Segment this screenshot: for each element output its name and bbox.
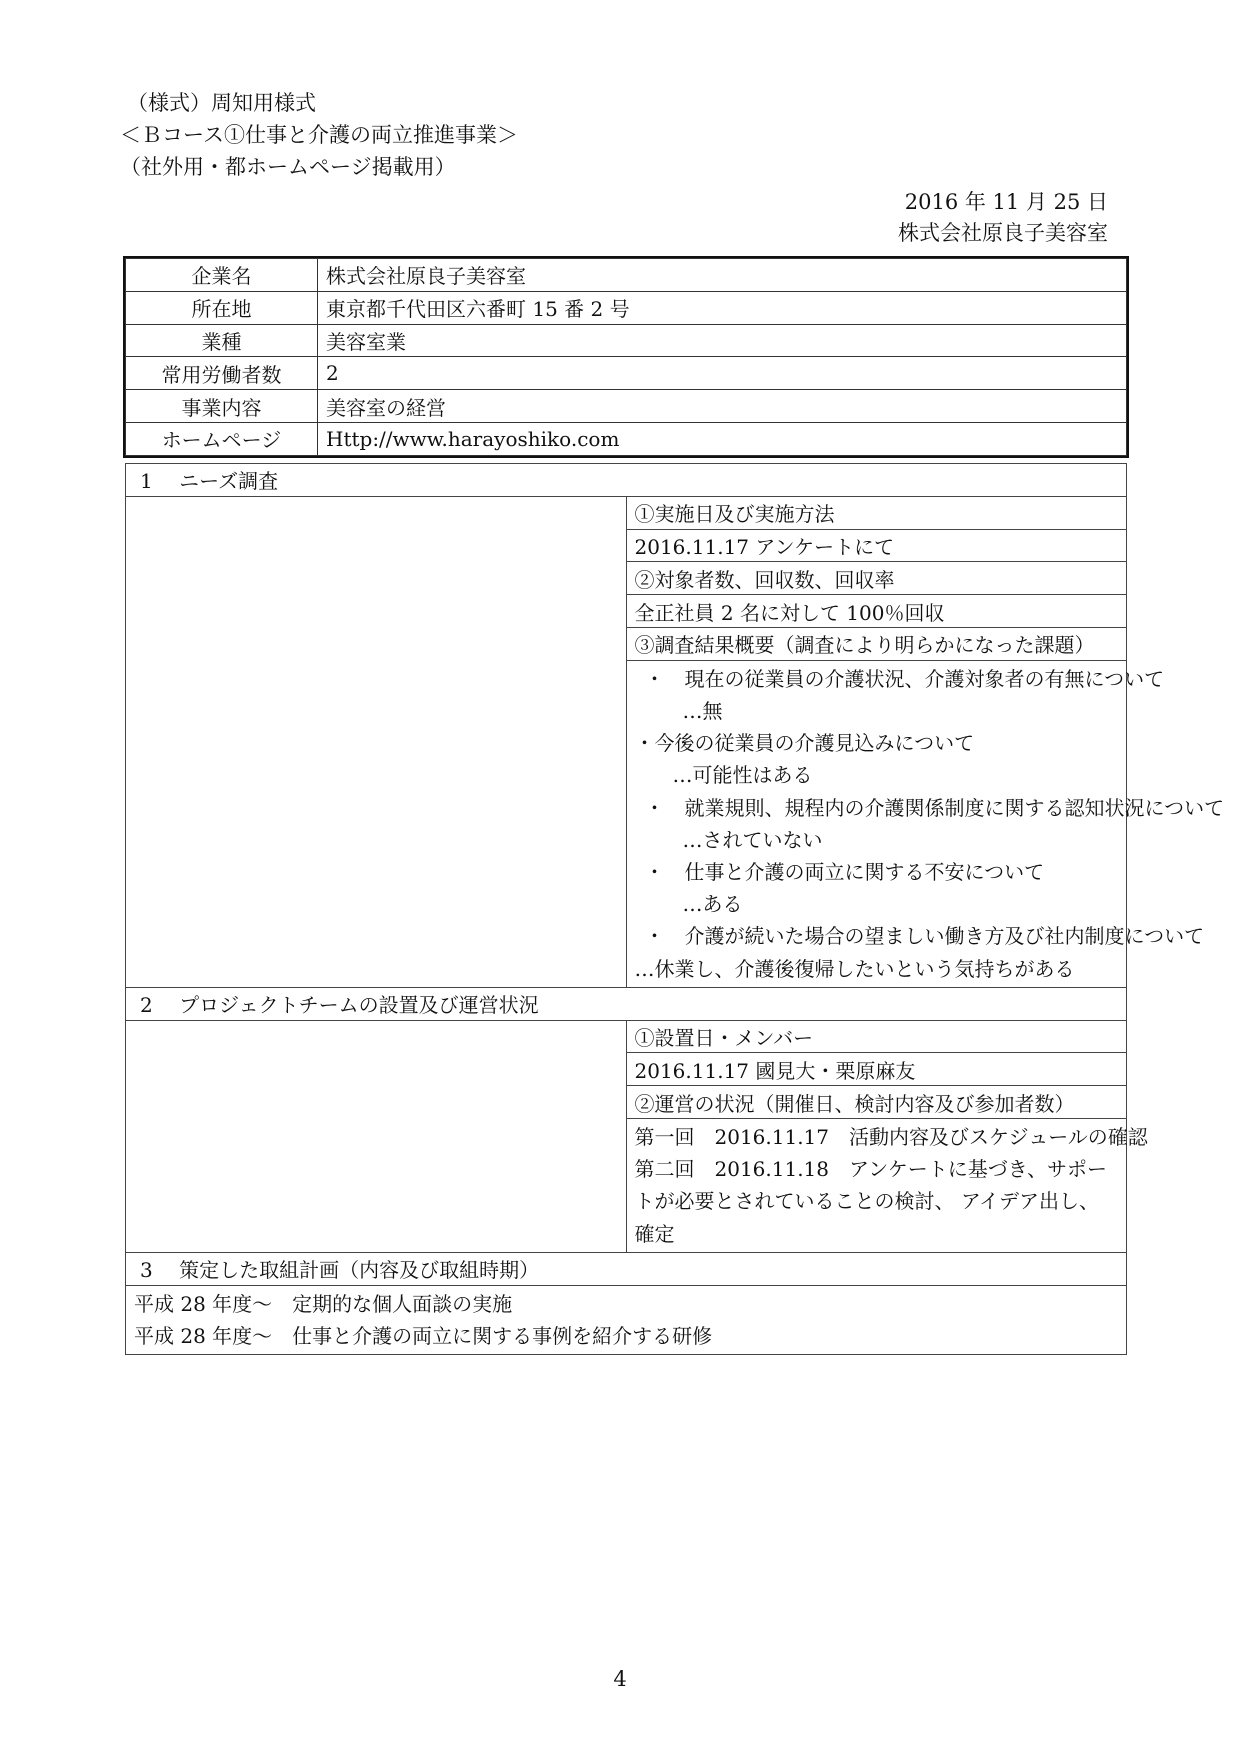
document-date: 2016 年 11 月 25 日 — [904, 190, 1108, 214]
section1-row: ①実施日及び実施方法 — [626, 496, 1127, 529]
company-value: 2 — [318, 357, 1127, 390]
finding-line: …無 — [682, 698, 723, 723]
company-value: 美容室業 — [318, 324, 1127, 357]
company-row — [126, 259, 1127, 292]
finding-line: ・今後の従業員の介護見込みについて — [634, 731, 975, 756]
section1-row: 全正社員 2 名に対して 100％回収 — [626, 595, 1127, 628]
plan-line: 平成 28 年度～ 仕事と介護の両立に関する事例を紹介する研修 — [134, 1323, 713, 1348]
finding-line: ・ 仕事と介護の両立に関する不安について — [644, 860, 1045, 884]
section2-row: 2016.11.17 國見大・栗原麻友 — [626, 1053, 1127, 1086]
company-value: 東京都千代田区六番町 15 番 2 号 — [318, 291, 1127, 324]
section1-indent — [126, 496, 627, 987]
section1-row: ③調査結果概要（調査により明らかになった課題） — [626, 627, 1127, 660]
report-table — [125, 463, 1225, 1355]
meeting-line: 第一回 2016.11.17 活動内容及びスケジュールの確認 — [634, 1125, 1148, 1149]
section2-title: 2 プロジェクトチームの設置及び運営状況 — [126, 987, 1127, 1020]
section3-title: 3 策定した取組計画（内容及び取組時期） — [126, 1252, 1127, 1285]
section2-row: ②運営の状況（開催日、検討内容及び参加者数） — [626, 1086, 1127, 1119]
company-value: 美容室の経営 — [318, 390, 1127, 423]
meeting-list — [626, 1119, 1148, 1253]
section-header — [126, 464, 1127, 497]
section1-row: ②対象者数、回収数、回収率 — [626, 562, 1127, 595]
company-key: 事業内容 — [126, 390, 318, 423]
company-row — [126, 324, 1127, 357]
company-row — [126, 291, 1127, 324]
section-header — [126, 987, 1127, 1020]
section2-row: ①設置日・メンバー — [626, 1020, 1127, 1053]
page-number: 4 — [613, 1667, 627, 1691]
plan-line: 平成 28 年度～ 定期的な個人面談の実施 — [134, 1291, 513, 1316]
course-title: ＜Ｂコース①仕事と介護の両立推進事業＞ — [120, 123, 518, 147]
finding-line: …可能性はある — [672, 763, 813, 788]
company-info-table — [125, 258, 1127, 456]
company-row — [126, 390, 1127, 423]
company-value: 株式会社原良子美容室 — [318, 259, 1127, 292]
finding-line: ・ 介護が続いた場合の望ましい働き方及び社内制度について — [644, 924, 1205, 949]
section2-indent — [126, 1020, 627, 1252]
form-label: （様式）周知用様式 — [127, 91, 316, 115]
section-header — [126, 1252, 1127, 1285]
usage-note: （社外用・都ホームページ掲載用） — [120, 155, 456, 179]
finding-line: …ある — [682, 892, 743, 917]
finding-line: ・ 現在の従業員の介護状況、介護対象者の有無について — [644, 666, 1165, 691]
issuer-name: 株式会社原良子美容室 — [898, 221, 1108, 245]
company-value: Http://www.harayoshiko.com — [318, 422, 1127, 455]
company-row — [126, 357, 1127, 390]
company-key: 企業名 — [126, 259, 318, 292]
section1-row: 2016.11.17 アンケートにて — [626, 529, 1127, 562]
survey-findings — [626, 660, 1225, 987]
meeting-line: 第二回 2016.11.18 アンケートに基づき、サポートが必要とされていることの検討、 アイデア出し、確定 — [634, 1157, 1108, 1246]
company-key: 業種 — [126, 324, 318, 357]
section1-title: 1 ニーズ調査 — [126, 464, 1127, 497]
finding-line: …休業し、介護後復帰したいという気持ちがある — [634, 956, 1075, 981]
finding-line: …されていない — [682, 827, 823, 852]
company-row — [126, 422, 1127, 455]
finding-line: ・ 就業規則、規程内の介護関係制度に関する認知状況について — [644, 795, 1225, 820]
company-key: ホームページ — [126, 422, 318, 455]
company-key: 常用労働者数 — [126, 357, 318, 390]
company-key: 所在地 — [126, 291, 318, 324]
plan-list — [126, 1285, 1127, 1354]
